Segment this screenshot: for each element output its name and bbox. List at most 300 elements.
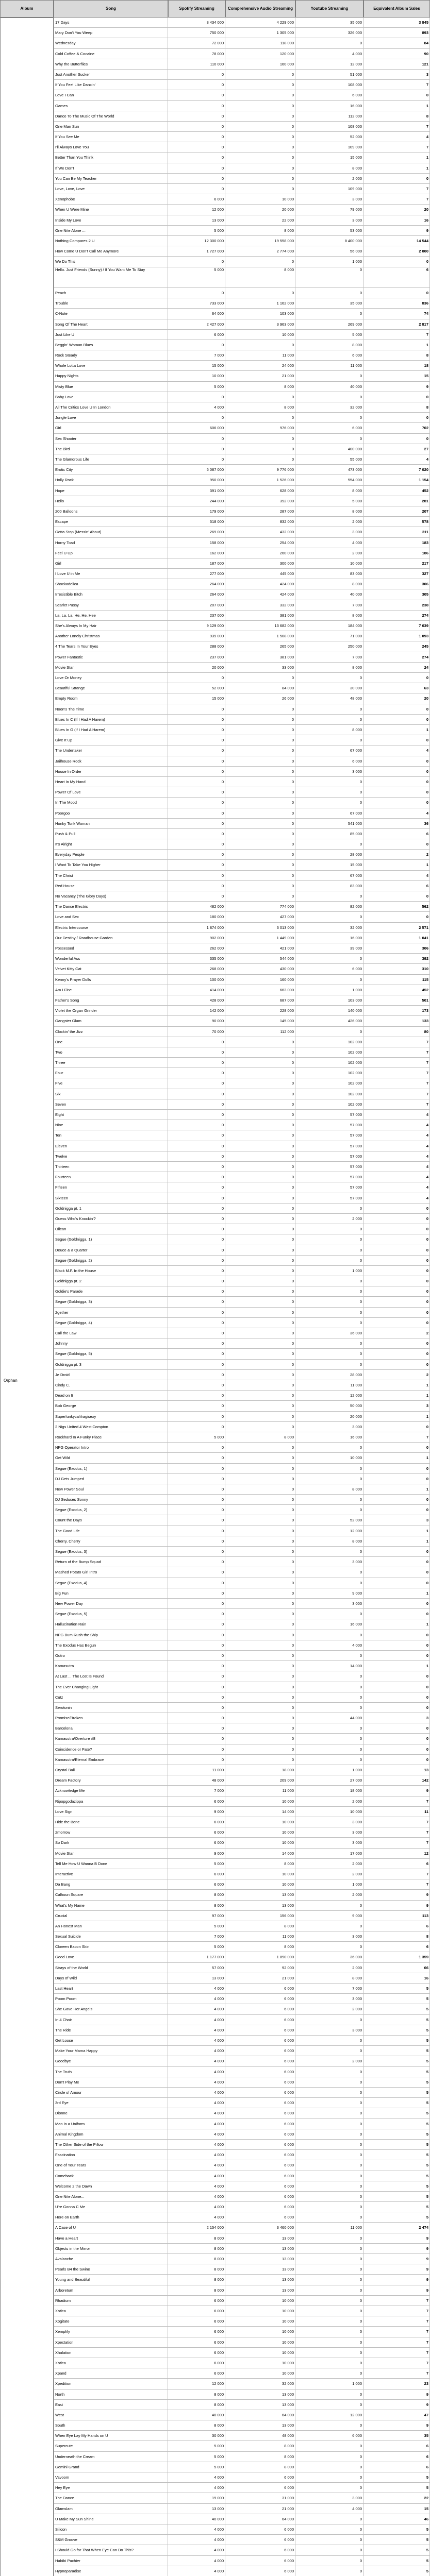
row-youtube: 0 xyxy=(295,2244,363,2254)
row-youtube: 400 000 xyxy=(295,444,363,454)
row-equivalent: 5 xyxy=(363,2566,430,2576)
table-row xyxy=(54,1692,430,1703)
row-song: Have a Heart xyxy=(54,2233,168,2244)
row-song: A Case of U xyxy=(54,2223,168,2233)
row-song: S&M Groove xyxy=(54,2535,168,2545)
row-spotify: 9 000 xyxy=(168,1807,225,1817)
row-audio: 6 000 xyxy=(225,2098,295,2108)
table-row xyxy=(54,933,430,943)
table-row xyxy=(54,402,430,413)
row-spotify: 4 000 xyxy=(168,2524,225,2535)
table-row xyxy=(54,2358,430,2368)
row-audio: 0 xyxy=(225,1099,295,1110)
row-spotify: 0 xyxy=(168,288,225,298)
row-audio: 21 000 xyxy=(225,371,295,381)
row-song: Get Loose xyxy=(54,2036,168,2046)
row-equivalent: 5 xyxy=(363,2212,430,2223)
row-youtube: 0 xyxy=(295,1318,363,1328)
table-row xyxy=(54,1193,430,1204)
row-audio: 6 000 xyxy=(225,2545,295,2555)
row-equivalent: 2 474 xyxy=(363,2223,430,2233)
row-youtube: 35 000 xyxy=(295,18,363,28)
row-equivalent: 0 xyxy=(363,1557,430,1567)
table-row xyxy=(54,1775,430,1786)
table-row xyxy=(54,1027,430,1037)
row-audio: 432 000 xyxy=(225,527,295,537)
row-song: Power Fantastic xyxy=(54,652,168,663)
row-spotify: 0 xyxy=(168,1609,225,1619)
row-equivalent: 6 xyxy=(363,2441,430,2451)
row-song: If We Don't xyxy=(54,163,168,174)
row-spotify: 0 xyxy=(168,767,225,777)
row-song: Rhadium xyxy=(54,2296,168,2306)
row-youtube: 0 xyxy=(295,392,363,402)
row-youtube: 0 xyxy=(295,1204,363,1214)
row-audio: 6 000 xyxy=(225,2067,295,2077)
row-audio: 0 xyxy=(225,829,295,839)
row-equivalent: 4 xyxy=(363,1151,430,1162)
row-spotify: 64 000 xyxy=(168,309,225,319)
row-audio: 10 000 xyxy=(225,2348,295,2358)
row-audio: 4 229 000 xyxy=(225,18,295,28)
row-song: Fascination xyxy=(54,2150,168,2160)
row-spotify: 4 000 xyxy=(168,2212,225,2223)
row-spotify: 750 000 xyxy=(168,28,225,38)
row-equivalent: 7 xyxy=(363,1869,430,1879)
row-audio: 265 000 xyxy=(225,641,295,652)
table-row xyxy=(54,1484,430,1495)
table-row xyxy=(54,1308,430,1318)
table-row xyxy=(54,2535,430,2545)
row-equivalent: 4 xyxy=(363,1141,430,1151)
row-audio: 381 000 xyxy=(225,652,295,663)
row-youtube: 57 000 xyxy=(295,1120,363,1130)
row-spotify: 0 xyxy=(168,1536,225,1547)
row-equivalent: 4 xyxy=(363,808,430,819)
table-row xyxy=(54,1401,430,1411)
row-spotify: 4 000 xyxy=(168,2545,225,2555)
row-equivalent: 1 xyxy=(363,340,430,350)
table-row xyxy=(54,142,430,152)
row-equivalent: 5 xyxy=(363,2524,430,2535)
row-equivalent: 8 xyxy=(363,111,430,122)
row-song: I Love U in Me xyxy=(54,569,168,579)
row-youtube: 0 xyxy=(295,2160,363,2171)
row-youtube: 11 000 xyxy=(295,2223,363,2233)
row-youtube: 2 000 xyxy=(295,517,363,527)
row-equivalent: 5 xyxy=(363,2140,430,2150)
row-youtube: 8 000 xyxy=(295,611,363,621)
row-song: Movie Star xyxy=(54,1849,168,1859)
row-audio: 13 000 xyxy=(225,2285,295,2296)
row-equivalent: 84 xyxy=(363,38,430,48)
table-row xyxy=(54,2108,430,2119)
row-youtube: 51 000 xyxy=(295,70,363,80)
row-audio: 2 774 000 xyxy=(225,246,295,257)
header-youtube: Youtube Streaming xyxy=(295,0,363,18)
row-equivalent: 0 xyxy=(363,1547,430,1557)
table-row xyxy=(54,787,430,798)
row-spotify: 0 xyxy=(168,1349,225,1359)
row-audio: 832 000 xyxy=(225,517,295,527)
row-spotify: 0 xyxy=(168,454,225,465)
row-audio: 0 xyxy=(225,1578,295,1588)
row-equivalent: 2 xyxy=(363,1328,430,1338)
row-equivalent: 90 xyxy=(363,49,430,59)
row-youtube: 57 000 xyxy=(295,1172,363,1182)
row-audio: 0 xyxy=(225,871,295,881)
table-row xyxy=(54,1536,430,1547)
row-spotify: 8 000 xyxy=(168,1901,225,1911)
row-audio: 19 558 000 xyxy=(225,236,295,246)
row-youtube: 108 000 xyxy=(295,122,363,132)
row-song: The Exodus Has Begun xyxy=(54,1640,168,1651)
row-song: The Ride xyxy=(54,2025,168,2036)
row-equivalent: 9 xyxy=(363,382,430,392)
table-row xyxy=(54,2098,430,2108)
row-spotify: 52 000 xyxy=(168,683,225,693)
row-audio: 0 xyxy=(225,1744,295,1755)
row-song: I'll Always Love You xyxy=(54,142,168,152)
table-row xyxy=(54,1744,430,1755)
table-row xyxy=(54,1068,430,1078)
row-audio: 48 000 xyxy=(225,2431,295,2441)
row-youtube: 0 xyxy=(295,1256,363,1266)
row-spotify: 0 xyxy=(168,850,225,860)
row-equivalent: 7 xyxy=(363,1047,430,1058)
row-equivalent: 1 xyxy=(363,1484,430,1495)
row-spotify: 4 000 xyxy=(168,402,225,413)
row-song: Peach xyxy=(54,288,168,298)
row-audio: 6 000 xyxy=(225,2556,295,2566)
table-row xyxy=(54,70,430,80)
row-youtube: 0 xyxy=(295,2192,363,2202)
row-youtube: 0 xyxy=(295,2337,363,2348)
row-audio: 0 xyxy=(225,1204,295,1214)
row-equivalent: 5 xyxy=(363,2171,430,2181)
row-youtube: 0 xyxy=(295,38,363,48)
row-song: Tell Me How U Wanna B Done xyxy=(54,1859,168,1869)
row-youtube: 1 000 xyxy=(295,1879,363,1890)
row-audio: 0 xyxy=(225,1682,295,1692)
row-song: Cold Coffee & Cocaine xyxy=(54,49,168,59)
row-equivalent: 562 xyxy=(363,902,430,912)
row-audio: 0 xyxy=(225,1214,295,1224)
row-spotify: 277 000 xyxy=(168,569,225,579)
row-youtube: 0 xyxy=(295,1682,363,1692)
row-song: Objects in the Mirror xyxy=(54,2244,168,2254)
row-equivalent: 4 xyxy=(363,1182,430,1193)
table-row xyxy=(54,2545,430,2555)
row-song: Five xyxy=(54,1078,168,1089)
row-youtube: 0 xyxy=(295,1505,363,1515)
row-song: DJ Gets Jumped xyxy=(54,1474,168,1484)
row-song: New Power Day xyxy=(54,1599,168,1609)
row-song: Jungle Love xyxy=(54,413,168,423)
table-row xyxy=(54,1224,430,1234)
row-audio: 0 xyxy=(225,1515,295,1526)
row-song: Red House xyxy=(54,881,168,891)
row-youtube: 3 000 xyxy=(295,1994,363,2004)
row-spotify: 90 000 xyxy=(168,1016,225,1026)
row-spotify: 8 000 xyxy=(168,1890,225,1900)
row-spotify: 7 000 xyxy=(168,350,225,361)
row-spotify: 20 000 xyxy=(168,663,225,673)
row-equivalent: 310 xyxy=(363,964,430,974)
table-row xyxy=(54,392,430,402)
row-equivalent: 0 xyxy=(363,1651,430,1661)
row-spotify: 180 000 xyxy=(168,912,225,922)
row-audio: 6 000 xyxy=(225,2119,295,2129)
row-youtube: 0 xyxy=(295,434,363,444)
row-spotify: 939 000 xyxy=(168,631,225,641)
row-youtube: 35 000 xyxy=(295,298,363,309)
row-youtube: 16 000 xyxy=(295,101,363,111)
row-youtube: 112 000 xyxy=(295,111,363,122)
row-youtube: 0 xyxy=(295,735,363,745)
row-youtube: 3 000 xyxy=(295,2025,363,2036)
row-youtube: 3 000 xyxy=(295,1557,363,1567)
row-spotify: 0 xyxy=(168,90,225,100)
row-spotify: 4 000 xyxy=(168,2056,225,2066)
row-audio: 976 000 xyxy=(225,423,295,433)
row-audio: 0 xyxy=(225,1266,295,1276)
table-row xyxy=(54,2452,430,2462)
row-audio: 6 000 xyxy=(225,2472,295,2483)
row-song: Honky Tonk Woman xyxy=(54,819,168,829)
row-audio: 13 000 xyxy=(225,2420,295,2431)
row-audio: 6 000 xyxy=(225,2171,295,2181)
row-equivalent: 7 xyxy=(363,2327,430,2337)
row-spotify: 264 000 xyxy=(168,579,225,589)
row-audio: 287 000 xyxy=(225,506,295,517)
row-song: Big Fun xyxy=(54,1588,168,1599)
row-youtube: 0 xyxy=(295,288,363,298)
row-spotify: 0 xyxy=(168,1078,225,1089)
row-spotify: 0 xyxy=(168,1723,225,1734)
table-row xyxy=(54,434,430,444)
row-song: Power Of Love xyxy=(54,787,168,798)
row-audio: 0 xyxy=(225,1619,295,1630)
row-audio: 10 000 xyxy=(225,1827,295,1838)
row-youtube: 0 xyxy=(295,1547,363,1557)
row-youtube: 2 000 xyxy=(295,2004,363,2014)
row-spotify: 482 000 xyxy=(168,902,225,912)
table-row xyxy=(54,1557,430,1567)
row-song: Glamslam xyxy=(54,2504,168,2514)
row-song: 2 Nigs United 4 West Compton xyxy=(54,1422,168,1432)
row-equivalent: 4 xyxy=(363,1193,430,1204)
row-song: Gotta Stop (Messin' About) xyxy=(54,527,168,537)
table-row xyxy=(54,954,430,964)
row-youtube: 0 xyxy=(295,1901,363,1911)
row-equivalent: 207 xyxy=(363,506,430,517)
row-song: House In Order xyxy=(54,767,168,777)
row-youtube: 0 xyxy=(295,1744,363,1755)
table-row xyxy=(54,2129,430,2140)
table-row xyxy=(54,548,430,558)
table-row xyxy=(54,2400,430,2410)
row-spotify: 9 000 xyxy=(168,1849,225,1859)
table-row xyxy=(54,1151,430,1162)
table-row xyxy=(54,2327,430,2337)
row-song: Good Love xyxy=(54,1952,168,1962)
row-youtube: 0 xyxy=(295,1942,363,1952)
table-row xyxy=(54,80,430,90)
row-audio: 10 000 xyxy=(225,2316,295,2327)
row-song: Hope xyxy=(54,486,168,496)
table-row xyxy=(54,1859,430,1869)
row-youtube: 0 xyxy=(295,673,363,683)
row-equivalent: 173 xyxy=(363,1006,430,1016)
row-youtube: 0 xyxy=(295,787,363,798)
table-row xyxy=(54,1297,430,1307)
row-spotify: 5 000 xyxy=(168,2462,225,2472)
row-song: The Truth xyxy=(54,2067,168,2077)
row-equivalent: 245 xyxy=(363,641,430,652)
row-equivalent: 3 xyxy=(363,1713,430,1723)
row-equivalent: 0 xyxy=(363,1692,430,1703)
row-youtube: 0 xyxy=(295,2046,363,2056)
row-youtube: 3 000 xyxy=(295,1599,363,1609)
row-song: West xyxy=(54,2410,168,2420)
row-youtube: 57 000 xyxy=(295,1193,363,1204)
row-audio: 22 000 xyxy=(225,215,295,226)
table-row xyxy=(54,1890,430,1900)
row-song: Baby Love xyxy=(54,392,168,402)
table-row xyxy=(54,2420,430,2431)
row-youtube: 554 000 xyxy=(295,475,363,485)
row-equivalent: 217 xyxy=(363,558,430,569)
row-youtube: 0 xyxy=(295,1224,363,1234)
row-spotify: 4 000 xyxy=(168,2015,225,2025)
table-row xyxy=(54,1713,430,1723)
row-equivalent: 8 xyxy=(363,402,430,413)
row-youtube: 0 xyxy=(295,2400,363,2410)
row-audio: 0 xyxy=(225,1308,295,1318)
row-equivalent: 9 xyxy=(363,2285,430,2296)
row-audio: 6 000 xyxy=(225,2202,295,2212)
row-equivalent: 6 xyxy=(363,829,430,839)
row-audio: 0 xyxy=(225,1256,295,1266)
row-youtube: 15 000 xyxy=(295,152,363,163)
row-audio: 8 000 xyxy=(225,2452,295,2462)
row-spotify: 0 xyxy=(168,1703,225,1713)
row-spotify: 142 000 xyxy=(168,1006,225,1016)
table-row xyxy=(54,1349,430,1359)
row-song: Return of the Bump Squad xyxy=(54,1557,168,1567)
row-song: DJ Seduces Sonny xyxy=(54,1495,168,1505)
header-song: Song xyxy=(54,0,168,18)
row-equivalent: 392 xyxy=(363,954,430,964)
row-equivalent: 7 xyxy=(363,1838,430,1848)
row-youtube: 2 000 xyxy=(295,1869,363,1879)
table-row xyxy=(54,215,430,226)
row-audio: 0 xyxy=(225,184,295,194)
row-equivalent: 5 xyxy=(363,2088,430,2098)
row-audio: 0 xyxy=(225,1599,295,1609)
row-youtube: 57 000 xyxy=(295,1151,363,1162)
row-audio: 0 xyxy=(225,1110,295,1120)
row-youtube: 0 xyxy=(295,2368,363,2379)
row-spotify: 0 xyxy=(168,1578,225,1588)
row-equivalent: 23 xyxy=(363,2379,430,2389)
row-youtube: 0 xyxy=(295,1703,363,1713)
row-youtube: 10 000 xyxy=(295,1453,363,1463)
table-row xyxy=(54,1016,430,1026)
row-song: Trouble xyxy=(54,298,168,309)
row-audio: 3 460 000 xyxy=(225,2223,295,2233)
row-equivalent: 133 xyxy=(363,1016,430,1026)
row-youtube: 0 xyxy=(295,1245,363,1256)
row-equivalent: 4 xyxy=(363,1172,430,1182)
row-equivalent: 452 xyxy=(363,985,430,995)
table-row xyxy=(54,2244,430,2254)
row-spotify: 0 xyxy=(168,1130,225,1141)
row-equivalent: 501 xyxy=(363,995,430,1006)
table-row xyxy=(54,1214,430,1224)
row-audio: 0 xyxy=(225,715,295,725)
row-spotify: 3 434 000 xyxy=(168,18,225,28)
row-audio: 0 xyxy=(225,1276,295,1286)
row-youtube: 0 xyxy=(295,1276,363,1286)
row-audio: 424 000 xyxy=(225,589,295,600)
row-equivalent: 0 xyxy=(363,1422,430,1432)
row-spotify: 4 000 xyxy=(168,2025,225,2036)
row-audio: 10 000 xyxy=(225,2358,295,2368)
row-song: U Make My Sun Shine xyxy=(54,2514,168,2524)
row-spotify: 0 xyxy=(168,1308,225,1318)
table-row xyxy=(54,194,430,205)
row-audio: 663 000 xyxy=(225,985,295,995)
row-youtube: 0 xyxy=(295,1578,363,1588)
row-youtube: 30 000 xyxy=(295,683,363,693)
row-song: Kamasutra xyxy=(54,1661,168,1671)
row-youtube: 0 xyxy=(295,777,363,787)
row-youtube: 16 000 xyxy=(295,1432,363,1443)
row-equivalent: 7 xyxy=(363,2306,430,2316)
row-equivalent: 9 xyxy=(363,2420,430,2431)
row-spotify: 57 000 xyxy=(168,1963,225,1973)
row-equivalent: 1 093 xyxy=(363,631,430,641)
row-song: Vavoom xyxy=(54,2472,168,2483)
row-youtube: 1 000 xyxy=(295,257,363,267)
row-audio: 3 013 000 xyxy=(225,923,295,933)
table-row xyxy=(54,1901,430,1911)
row-youtube: 3 000 xyxy=(295,527,363,537)
row-spotify: 4 000 xyxy=(168,2556,225,2566)
row-equivalent: 20 xyxy=(363,693,430,704)
row-spotify: 0 xyxy=(168,1360,225,1370)
row-audio: 332 000 xyxy=(225,600,295,611)
table-row xyxy=(54,2192,430,2202)
row-audio: 0 xyxy=(225,1141,295,1151)
row-song: Here on Earth xyxy=(54,2212,168,2223)
row-spotify: 0 xyxy=(168,1547,225,1557)
row-spotify: 4 000 xyxy=(168,2004,225,2014)
row-audio: 0 xyxy=(225,174,295,184)
row-audio: 13 000 xyxy=(225,2254,295,2264)
table-row xyxy=(54,475,430,485)
row-audio: 0 xyxy=(225,288,295,298)
row-spotify: 9 129 000 xyxy=(168,621,225,631)
row-audio: 0 xyxy=(225,735,295,745)
row-song: At Last ... The Lost Is Found xyxy=(54,1671,168,1682)
row-audio: 18 000 xyxy=(225,1765,295,1775)
row-audio: 392 000 xyxy=(225,496,295,506)
row-youtube: 102 000 xyxy=(295,1047,363,1058)
row-spotify: 6 000 xyxy=(168,1869,225,1879)
